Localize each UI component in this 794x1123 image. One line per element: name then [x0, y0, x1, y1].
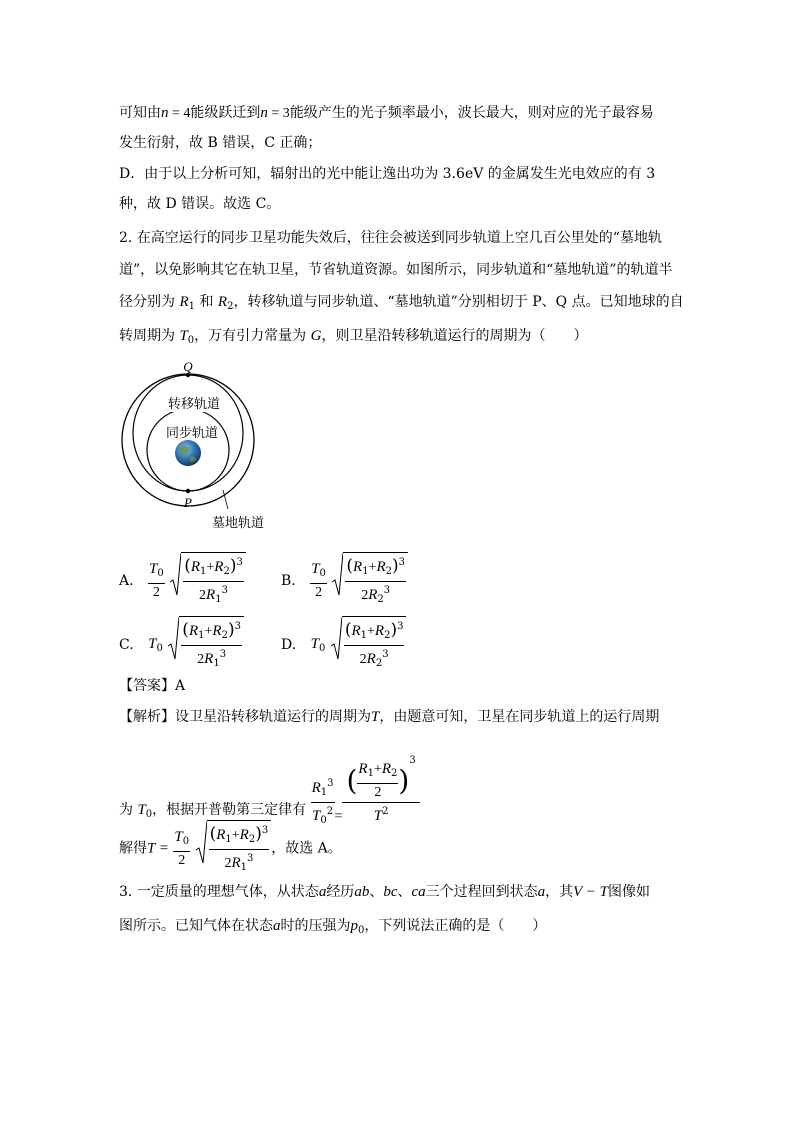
question-3-line-1: 3. 一定质量的理想气体，从状态a经历ab、bc、ca三个过程回到状态a，其V − T图像如 — [119, 884, 651, 900]
math-T: T — [137, 802, 146, 818]
math-R: R — [217, 294, 228, 310]
text: 解得 — [119, 840, 147, 857]
math-R: R — [179, 294, 189, 310]
option-label: B. — [281, 572, 296, 589]
orbit-diagram — [120, 362, 300, 542]
math-sub: 0 — [318, 642, 326, 654]
math-R: R — [206, 587, 216, 603]
text-line — [119, 103, 654, 124]
math-value: 2 — [199, 588, 207, 603]
math-value: 2 — [315, 584, 323, 600]
math-sub: 1 — [225, 834, 232, 845]
text: 转周期为 — [119, 328, 175, 344]
text: ，由题意可知，卫星在同步轨道上的运行周期 — [379, 709, 660, 725]
math-sub: 0 — [319, 567, 326, 579]
math-sup: 3 — [234, 621, 241, 632]
math-sub: 1 — [240, 862, 247, 873]
sqrt — [331, 552, 408, 609]
math-T: T — [371, 709, 380, 725]
math-G: G — [310, 328, 322, 344]
math-R: R — [214, 559, 224, 575]
paren: ( — [346, 764, 358, 797]
math-R: R — [239, 827, 249, 843]
text: 三个过程回到状态 — [425, 884, 538, 900]
math-sup: 3 — [398, 557, 406, 568]
math-sup: 3 — [383, 585, 391, 596]
question-2-line-1: 2. 在高空运行的同步卫星功能失效后，往往会被送到同步轨道上空几百公里处的“墓地轨 — [119, 230, 662, 246]
option-c — [119, 616, 244, 673]
math-R: R — [376, 559, 386, 575]
analysis-line-3 — [119, 820, 342, 877]
math-op: + — [204, 624, 213, 639]
text-line: D．由于以上分析可知，辐射出的光中能让逸出功为 3.6eV 的金属发生光电效应的有 3 — [119, 166, 656, 182]
math-sup: 3 — [261, 825, 269, 836]
math-sub: 2 — [385, 566, 393, 577]
math-bc: bc — [383, 884, 398, 900]
math-R: R — [212, 623, 222, 639]
math-sub: 2 — [391, 768, 398, 779]
math-R: R — [374, 623, 385, 639]
equals: = — [334, 809, 343, 824]
question-2-line-4 — [119, 326, 587, 351]
text: 为 — [119, 802, 133, 818]
sync-orbit-label: 同步轨道 — [165, 426, 219, 441]
paren: ) — [229, 556, 237, 576]
math-sub: 1 — [213, 658, 220, 669]
math-sub: 2 — [375, 658, 383, 669]
math-value: 2 — [374, 785, 382, 800]
text: 径分别为 — [119, 294, 175, 310]
text: 经历 — [326, 884, 355, 900]
math-sup: 3 — [246, 853, 254, 864]
math-a: a — [318, 884, 327, 900]
math-value: 2 — [152, 584, 160, 600]
option-label: C. — [119, 636, 134, 653]
math-n: n — [161, 105, 169, 121]
sqrt — [195, 820, 272, 877]
math-value: 2 — [197, 652, 205, 667]
math-value: 2 — [359, 652, 367, 667]
paren: ) — [398, 764, 410, 797]
text: 和 — [199, 294, 214, 310]
math-a: a — [273, 918, 281, 934]
p-label: P — [184, 495, 192, 510]
math-sub: 1 — [367, 768, 374, 779]
math-R: R — [366, 651, 376, 667]
math-ab: ab — [354, 884, 370, 900]
sqrt — [169, 552, 246, 609]
option-d — [281, 616, 406, 673]
text: 【解析】设卫星沿转移轨道运行的周期为 — [119, 709, 371, 725]
math-R: R — [351, 623, 361, 639]
math-value: 2 — [224, 856, 232, 871]
earth-icon — [175, 440, 201, 466]
math-T: T — [373, 808, 383, 824]
math-T: T — [310, 635, 319, 652]
text: ，万有引力常量为 — [194, 328, 307, 344]
math-sup: 3 — [397, 621, 404, 632]
math-sub: 0 — [145, 809, 153, 820]
half-sum — [357, 760, 398, 802]
math-value: 2 — [178, 852, 186, 868]
option-b — [281, 552, 408, 609]
math-sub: 0 — [187, 335, 195, 346]
paren: ( — [209, 824, 217, 844]
q-label: Q — [183, 362, 193, 374]
text: ，其 — [545, 884, 574, 900]
math-p: p — [350, 918, 358, 934]
math-op: + — [206, 560, 215, 575]
math-sub: 2 — [377, 594, 384, 605]
text: 3. 一定质量的理想气体，从状态 — [119, 884, 319, 900]
math-value: 2 — [361, 588, 369, 603]
math-n: n — [260, 105, 268, 121]
math-R: R — [311, 780, 321, 796]
paren: ) — [255, 824, 262, 844]
text-line: 发生衍射，故 B 错误，C 正确； — [119, 135, 322, 151]
math-sub: 2 — [248, 834, 256, 845]
option-label: D. — [281, 636, 297, 653]
question-3-line-2 — [119, 916, 546, 941]
text: 时的压强为 — [280, 918, 351, 934]
fraction — [310, 560, 327, 602]
math-value: = 4 — [168, 106, 191, 121]
math-sub: 0 — [320, 815, 327, 826]
fraction — [148, 560, 165, 602]
math-sub: 1 — [188, 301, 195, 312]
text: ，故选 A。 — [271, 840, 342, 857]
math-sub: 0 — [157, 567, 164, 579]
grave-orbit-label: 墓地轨道 — [211, 516, 265, 531]
transfer-orbit-label: 转移轨道 — [167, 397, 221, 412]
kepler-right — [342, 752, 419, 825]
math-sub: 2 — [223, 566, 230, 577]
math-sup: 3 — [221, 585, 228, 596]
math-R: R — [231, 855, 241, 871]
paren: ) — [392, 556, 399, 576]
sqrt — [330, 616, 407, 673]
math-sup: 3 — [219, 649, 227, 660]
math-T: T — [311, 560, 320, 577]
text: ，则卫星沿转移轨道运行的周期为（ ） — [321, 328, 588, 344]
math-sub: 2 — [221, 630, 228, 641]
math-R: R — [381, 761, 392, 777]
math-T: T — [148, 635, 157, 652]
math-sup: 2 — [382, 806, 389, 817]
math-vt: V − T — [573, 884, 609, 900]
option-a — [119, 552, 246, 609]
math-op: + — [373, 762, 382, 777]
text: 可知由 — [119, 105, 161, 121]
text: ，下列说法正确的是（ ） — [364, 918, 547, 934]
point-p — [186, 489, 190, 493]
math-T: T — [179, 328, 188, 344]
math-eq: T = — [147, 840, 169, 857]
analysis-line-2 — [119, 752, 420, 830]
math-R: R — [190, 559, 200, 575]
math-sub: 2 — [227, 301, 234, 312]
math-sub: 1 — [215, 594, 222, 605]
math-sub: 1 — [360, 630, 367, 641]
text: ，根据开普勒第三定律有 — [152, 802, 307, 818]
math-R: R — [353, 559, 363, 575]
analysis-line-1 — [119, 707, 659, 727]
math-op: + — [231, 828, 240, 843]
option-label: A. — [119, 572, 134, 589]
math-a: a — [537, 884, 546, 900]
math-sub: 0 — [358, 925, 365, 936]
math-T: T — [149, 560, 158, 577]
math-sub: 1 — [200, 566, 207, 577]
math-sub: 1 — [198, 630, 205, 641]
paren: ( — [344, 620, 352, 640]
math-op: + — [367, 624, 375, 639]
paren: ) — [390, 620, 398, 640]
text: 能级产生的光子频率最小，波长最大，则对应的光子最容易 — [289, 105, 654, 121]
math-sub: 0 — [182, 835, 190, 847]
math-sub: 1 — [320, 787, 328, 798]
text: 图像如 — [608, 884, 651, 900]
text: ，转移轨道与同步轨道、“墓地轨道”分别相切于 P、Q 点。已知地球的自 — [233, 294, 684, 310]
paren: ) — [227, 620, 235, 640]
math-sup: 3 — [382, 649, 389, 660]
math-sup: 3 — [327, 778, 334, 789]
math-sub: 2 — [384, 630, 391, 641]
math-sup: 3 — [409, 755, 416, 766]
math-ca: ca — [411, 884, 426, 900]
math-R: R — [188, 623, 199, 639]
math-R: R — [368, 587, 378, 603]
math-sup: 2 — [326, 806, 334, 817]
math-R: R — [216, 827, 226, 843]
answer-line: 【答案】A — [119, 678, 186, 694]
math-sub: 0 — [156, 642, 163, 654]
text: 图所示。已知气体在状态 — [119, 918, 273, 934]
text: 能级跃迁到 — [190, 105, 261, 121]
sqrt — [167, 616, 244, 673]
math-value: = 3 — [267, 106, 290, 121]
math-R: R — [204, 651, 214, 667]
math-R: R — [358, 761, 368, 777]
paren: ( — [182, 620, 189, 640]
paren: ( — [346, 556, 354, 576]
question-2-line-3 — [119, 292, 684, 317]
paren: ( — [184, 556, 191, 576]
math-T: T — [174, 828, 183, 845]
question-2-line-2: 道”，以免影响其它在轨卫星，节省轨道资源。如图所示，同步轨道和“墓地轨道”的轨道半 — [119, 262, 673, 278]
math-op: + — [368, 560, 377, 575]
fraction — [173, 828, 190, 870]
math-sub: 1 — [362, 566, 369, 577]
math-T: T — [312, 808, 321, 824]
math-sup: 3 — [236, 557, 243, 568]
text-line: 种，故 D 错误。故选 C。 — [119, 196, 281, 212]
